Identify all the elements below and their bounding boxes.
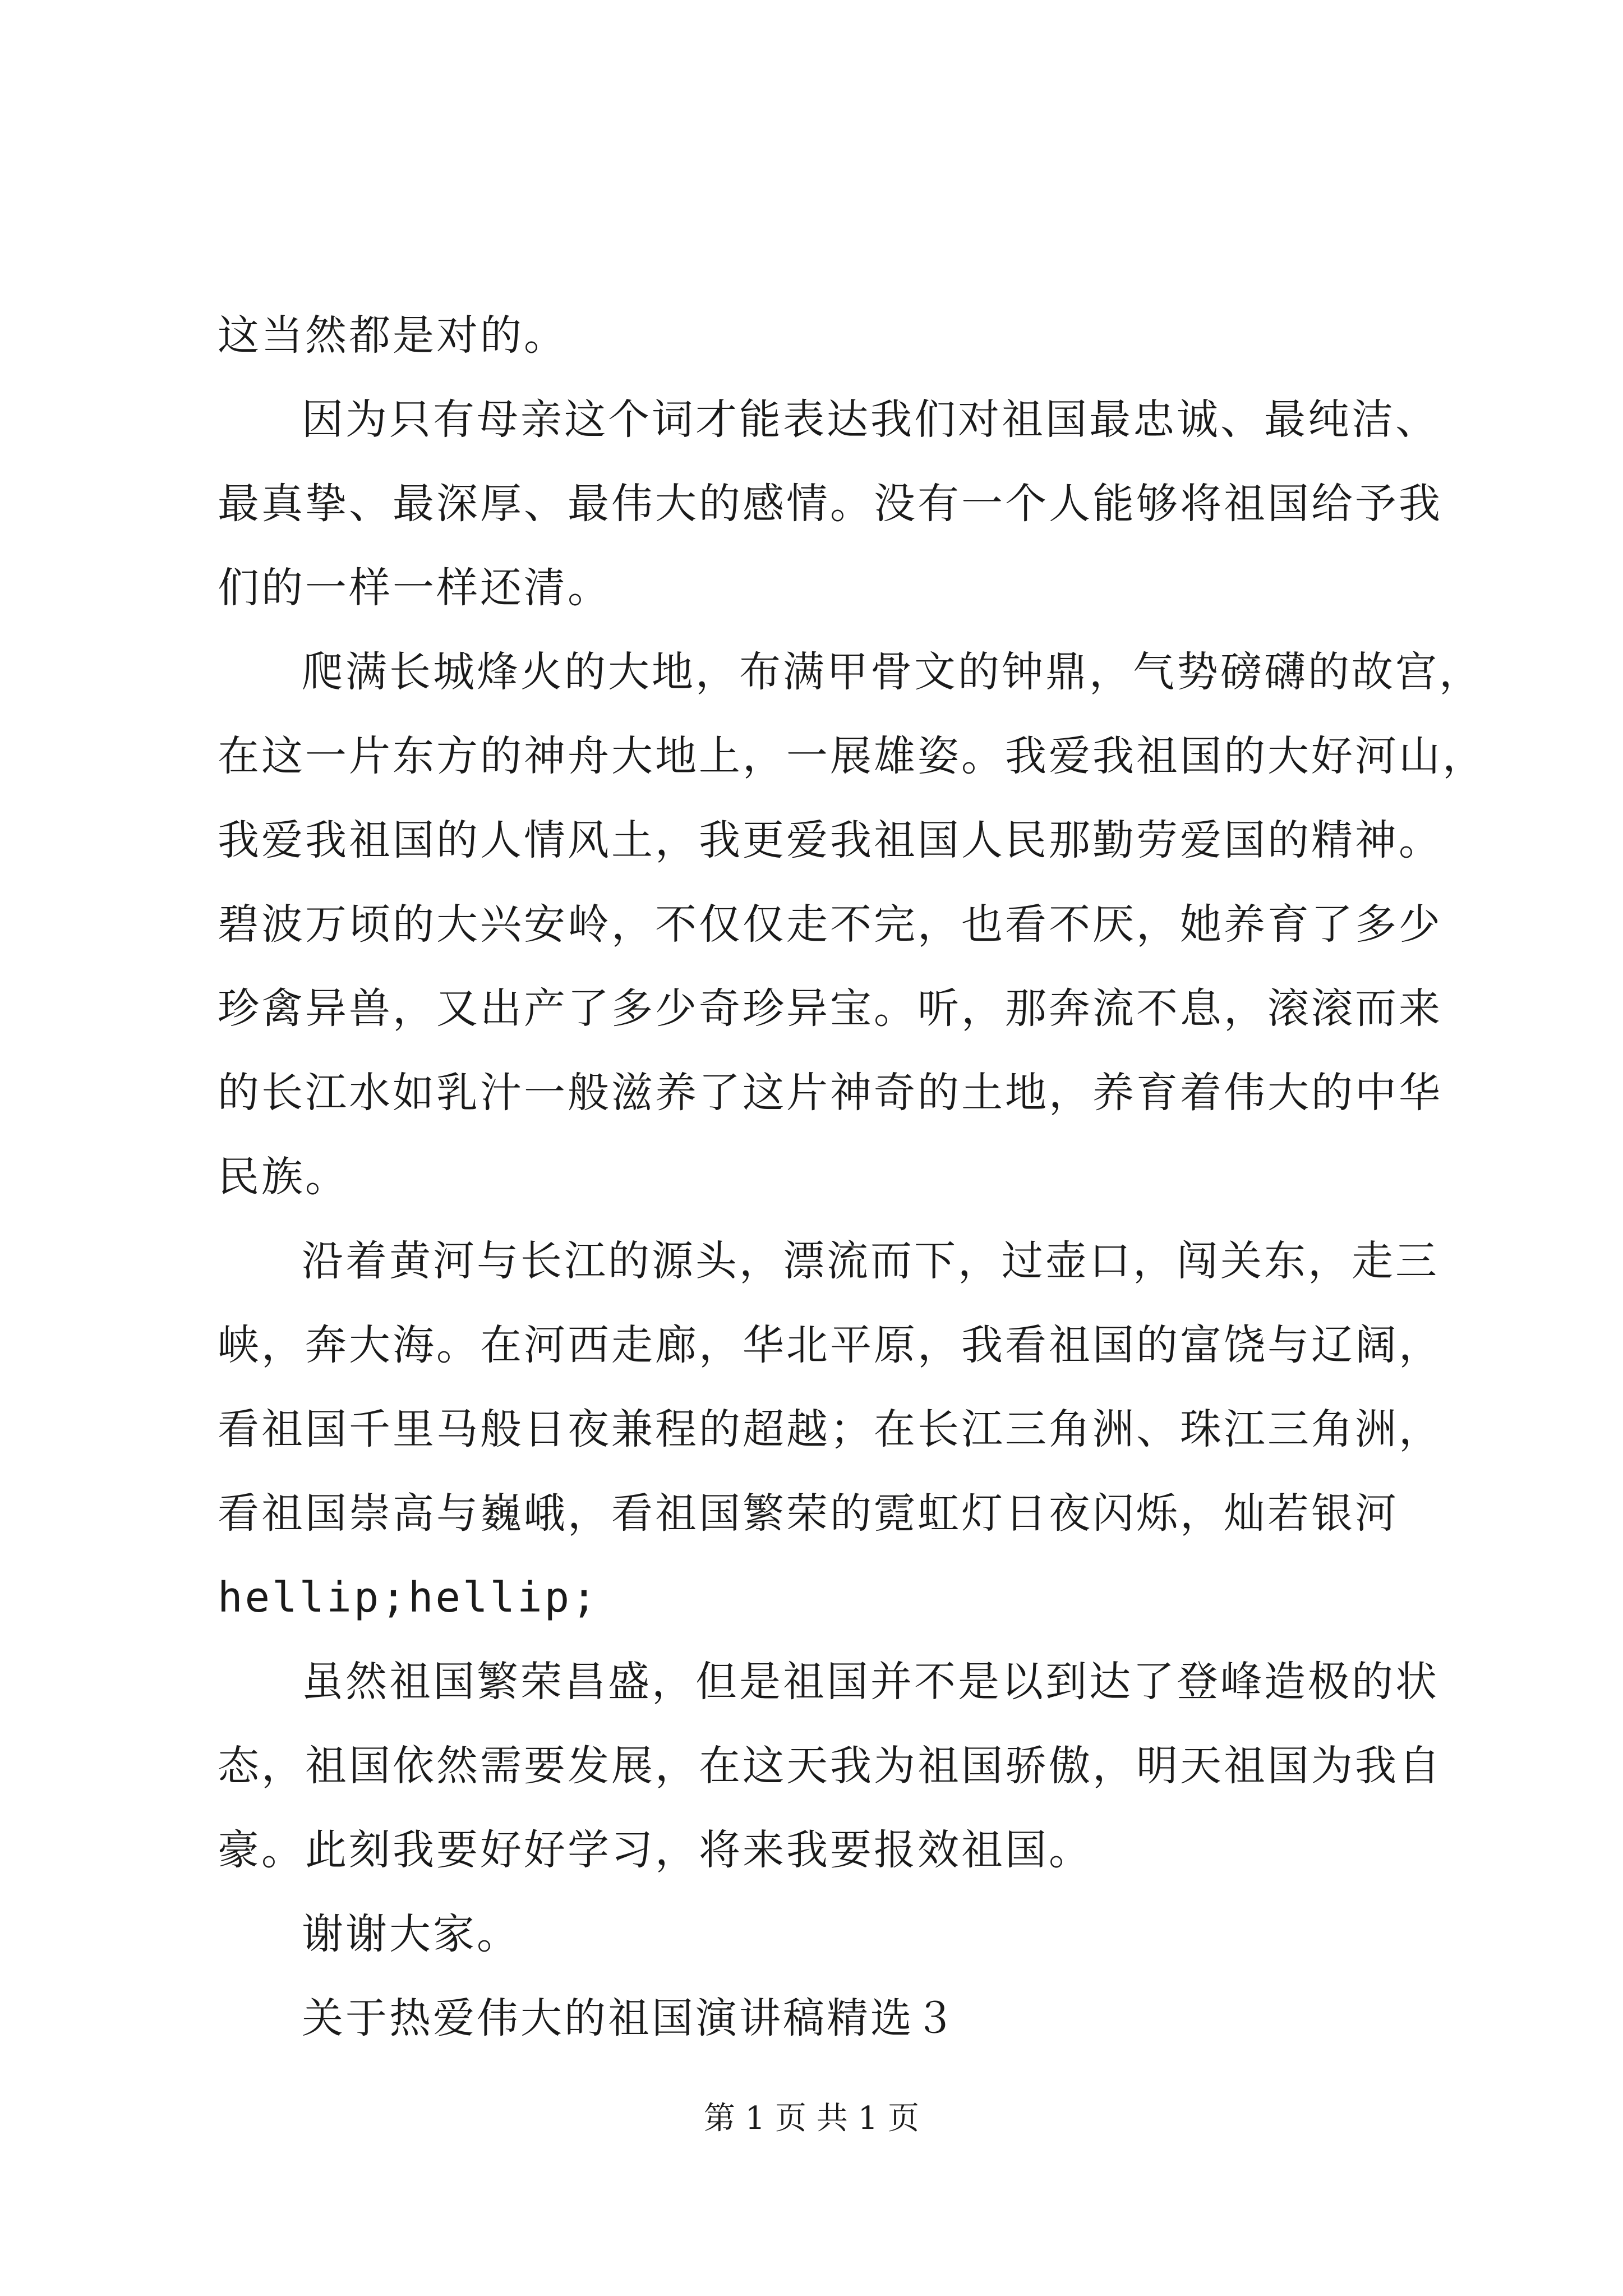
- paragraph-line: 爬满长城烽火的大地，布满甲骨文的钟鼎，气势磅礴的故宫，: [302, 648, 1483, 696]
- paragraph-line: 最真挚、最深厚、最伟大的感情。没有一个人能够将祖国给予我: [218, 480, 1442, 528]
- paragraph-line: 看祖国千里马般日夜兼程的超越；在长江三角洲、珠江三角洲，: [218, 1405, 1442, 1453]
- paragraph-line: 碧波万顷的大兴安岭，不仅仅走不完，也看不厌，她养育了多少: [218, 900, 1442, 949]
- paragraph-line: 虽然祖国繁荣昌盛，但是祖国并不是以到达了登峰造极的状: [302, 1658, 1439, 1706]
- paragraph-line: 珍禽异兽，又出产了多少奇珍异宝。听，那奔流不息，滚滚而来: [218, 984, 1442, 1033]
- paragraph-line: 们的一样一样还清。: [218, 564, 611, 612]
- paragraph-line: 豪。此刻我要好好学习，将来我要报效祖国。: [218, 1826, 1092, 1874]
- paragraph-line: 态，祖国依然需要发展，在这天我为祖国骄傲，明天祖国为我自: [218, 1742, 1442, 1790]
- paragraph-line: 因为只有母亲这个词才能表达我们对祖国最忠诚、最纯洁、: [302, 395, 1439, 444]
- page-footer: 第 1 页 共 1 页: [703, 2100, 920, 2137]
- paragraph-line: 谢谢大家。: [302, 1910, 520, 1958]
- paragraph-line: 这当然都是对的。: [218, 311, 568, 360]
- paragraph-line: 在这一片东方的神舟大地上，一展雄姿。我爱我祖国的大好河山，: [218, 732, 1486, 780]
- paragraph-line: hellip;hellip;: [218, 1573, 599, 1622]
- paragraph-line: 看祖国崇高与巍峨，看祖国繁荣的霓虹灯日夜闪烁，灿若银河: [218, 1489, 1399, 1538]
- paragraph-line: 我爱我祖国的人情风土，我更爱我祖国人民那勤劳爱国的精神。: [218, 816, 1442, 864]
- paragraph-line: 的长江水如乳汁一般滋养了这片神奇的土地，养育着伟大的中华: [218, 1069, 1442, 1117]
- paragraph-line: 民族。: [218, 1153, 349, 1201]
- paragraph-line: 峡，奔大海。在河西走廊，华北平原，我看祖国的富饶与辽阔，: [218, 1321, 1442, 1369]
- paragraph-line: 沿着黄河与长江的源头，漂流而下，过壶口，闯关东，走三: [302, 1237, 1439, 1285]
- section-heading: 关于热爱伟大的祖国演讲稿精选３: [302, 1994, 958, 2042]
